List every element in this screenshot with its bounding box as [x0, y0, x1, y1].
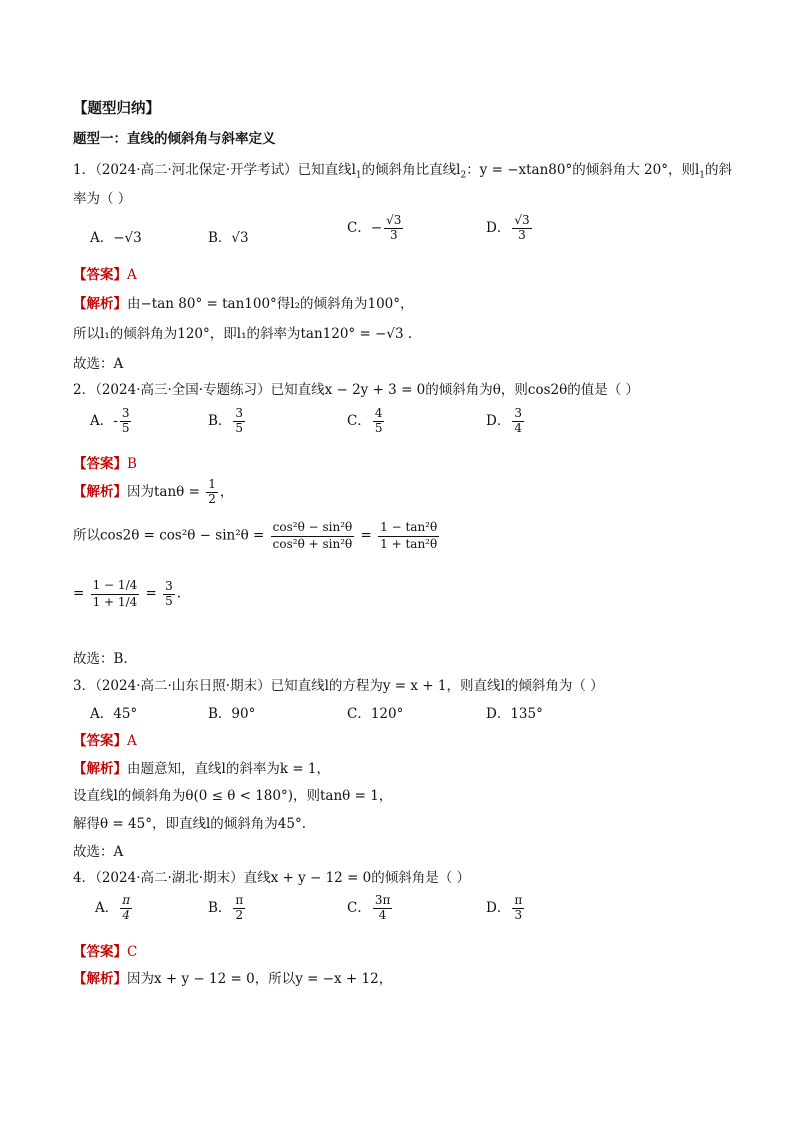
- q2-option-b: B． $\frac{3}{5}$: [208, 406, 244, 435]
- q1-option-d: D． $\frac{√3}{3}$: [486, 213, 530, 242]
- q2-analysis: 【解析】因为tanθ = $\frac{1}{2}$ ，: [73, 477, 234, 506]
- q1-option-a: A．−√3: [90, 230, 142, 246]
- q4-analysis: 【解析】因为x + y − 12 = 0，所以y = −x + 12，: [73, 971, 393, 987]
- q4-option-a: A． $\frac{\pi}{4}$: [95, 893, 131, 922]
- q2-conclusion: 故选：B.: [73, 651, 128, 667]
- q3-option-a: A．45°: [90, 706, 138, 722]
- q3-analysis-2: 设直线l的倾斜角为θ(0 ≤ θ < 180°)，则tanθ = 1，: [73, 788, 393, 804]
- q2-analysis-2: 所以cos2θ = cos²θ − sin²θ = $\frac{\text{cos²θ − sin²θ}}{\text{cos²θ + sin²θ}}$ = $\frac{\text{1 − tan²θ}}{\text{1 + tan²θ}}$: [73, 520, 438, 551]
- q2-analysis-3: = $\frac{1 - 1/4}{1 + 1/4}$ = $\frac{3}{5}$ .: [73, 578, 182, 609]
- q3-stem: 3．（2024·高二·山东日照·期末）已知直线l的方程为y = x + 1，则直线l的倾斜角为（ ）: [73, 678, 604, 694]
- q1-stem-cont: 率为（ ）: [73, 191, 132, 207]
- q3-analysis-3: 解得θ = 45°，即直线l的倾斜角为45°.: [73, 816, 306, 832]
- q4-option-d: D． $\frac{\pi}{3}$: [486, 893, 523, 922]
- q1-option-b: B．√3: [208, 230, 249, 246]
- q4-answer: 【答案】C: [73, 944, 138, 960]
- q1-conclusion: 故选：A: [73, 356, 124, 372]
- q3-option-d: D．135°: [486, 706, 543, 722]
- type-title: 题型一：直线的倾斜角与斜率定义: [73, 131, 276, 147]
- q2-option-d: D． $\frac{3}{4}$: [486, 406, 522, 435]
- q4-option-c: C． $\frac{3\pi}{4}$: [347, 893, 391, 922]
- q2-stem: 2．（2024·高三·全国·专题练习）已知直线x − 2y + 3 = 0的倾斜角为θ，则cos2θ的值是（ ）: [73, 382, 640, 398]
- q1-option-c: C．− $\frac{√3}{3}$: [347, 213, 402, 242]
- q4-option-b: B． $\frac{\pi}{2}$: [208, 893, 244, 922]
- q2-answer: 【答案】B: [73, 456, 137, 472]
- q3-option-b: B．90°: [208, 706, 256, 722]
- q4-stem: 4．（2024·高二·湖北·期末）直线x + y − 12 = 0的倾斜角是（ ）: [73, 870, 471, 886]
- q1-answer: 【答案】A: [73, 267, 137, 283]
- q3-conclusion: 故选：A: [73, 844, 124, 860]
- q3-option-c: C．120°: [347, 706, 404, 722]
- q1-stem: 1．（2024·高二·河北保定·开学考试）已知直线$l_1$的倾斜角比直线$l_2$：y = −xtan80°的倾斜角大 20°，则$l_1$的斜: [73, 162, 733, 181]
- q3-analysis: 【解析】由题意知，直线l的斜率为k = 1，: [73, 761, 330, 777]
- section-header: 【题型归纳】: [73, 100, 160, 117]
- q2-option-a: A．- $\frac{3}{5}$: [90, 406, 130, 435]
- q3-answer: 【答案】A: [73, 733, 137, 749]
- q1-analysis-2: 所以l₁的倾斜角为120°，即l₁的斜率为tan120° = −√3 .: [73, 326, 413, 342]
- q1-analysis: 【解析】由−tan 80° = tan100°得l₂的倾斜角为100°，: [73, 296, 414, 312]
- q2-option-c: C． $\frac{4}{5}$: [347, 406, 383, 435]
